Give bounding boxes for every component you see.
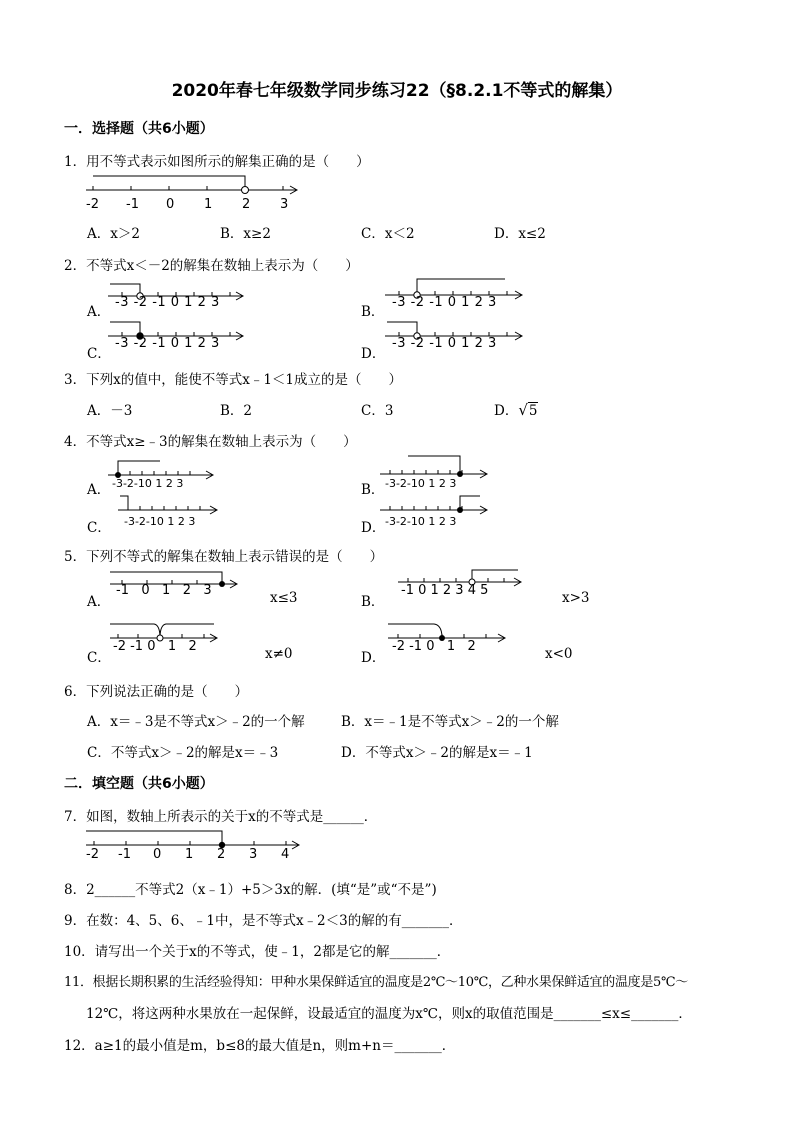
page-title: 2020年春七年级数学同步练习22（§8.2.1不等式的解集） — [171, 81, 623, 101]
question-2-stem: 2．不等式x＜－2的解集在数轴上表示为（ ） — [64, 258, 359, 274]
q2-option-a[interactable]: A． — [87, 304, 111, 320]
q2-option-b[interactable]: B． — [361, 304, 385, 320]
question-11-line-2: 12℃，将这两种水果放在一起保鲜，设最适宜的温度为x℃，则x的取值范围是_______≤x≤_______． — [86, 1006, 692, 1022]
question-3-stem: 3．下列x的值中，能使不等式x﹣1＜1成立的是（ ） — [64, 372, 402, 388]
q4-b-number-line — [380, 452, 492, 480]
question-4-stem: 4．不等式x≥﹣3的解集在数轴上表示为（ ） — [64, 434, 357, 450]
q5-d-tick-labels: -2 -1 0 1 2 — [392, 639, 476, 654]
q4-c-tick-labels: -3-2-10 1 2 3 — [124, 515, 196, 528]
q5-c-inequality: x≠0 — [265, 646, 293, 662]
q6-option-c[interactable]: C．不等式x＞﹣2的解是x＝﹣3 — [87, 745, 279, 761]
q5-d-inequality: x<0 — [545, 646, 573, 662]
q5-option-a[interactable]: A． — [87, 594, 111, 610]
q5-c-tick-labels: -2 -1 0 1 2 — [113, 639, 197, 654]
q5-b-tick-labels: -1 0 1 2 3 4 5 — [401, 583, 489, 598]
q4-c-number-line — [118, 492, 222, 516]
question-11-line-1: 11．根据长期积累的生活经验得知：甲种水果保鲜适宜的温度是2℃～10℃，乙种水果保鲜适宜的温度是5℃～ — [64, 975, 688, 990]
question-9-stem: 9．在数：4、5、6、﹣1中，是不等式x﹣2＜3的解的有_______． — [64, 913, 463, 929]
q4-b-tick-labels: -3-2-10 1 2 3 — [385, 477, 457, 490]
q5-b-inequality: x>3 — [562, 590, 590, 606]
q1-number-line — [86, 170, 306, 198]
q2-b-tick-labels: -3 -2 -1 0 1 2 3 — [392, 295, 497, 310]
question-1-stem: 1．用不等式表示如图所示的解集正确的是（ ） — [64, 154, 370, 170]
q2-d-tick-labels: -3 -2 -1 0 1 2 3 — [392, 336, 497, 351]
q5-option-d[interactable]: D． — [361, 650, 386, 666]
q2-option-d[interactable]: D． — [361, 346, 386, 362]
question-10-stem: 10．请写出一个关于x的不等式，使﹣1，2都是它的解_______． — [64, 944, 451, 960]
q2-c-tick-labels: -3 -2 -1 0 1 2 3 — [115, 336, 220, 351]
q1-option-c[interactable]: C．x＜2 — [361, 226, 415, 242]
q1-option-d[interactable]: D．x≤2 — [494, 226, 546, 242]
q4-option-a[interactable]: A． — [87, 482, 111, 498]
q6-option-d[interactable]: D．不等式x＞﹣2的解是x＝﹣1 — [341, 745, 533, 761]
q3-option-a[interactable]: A．－3 — [87, 403, 133, 419]
q5-a-tick-labels: -1 0 1 2 3 — [116, 583, 212, 598]
question-7-stem: 7．如图，数轴上所表示的关于x的不等式是______． — [64, 809, 378, 825]
q3-option-d[interactable]: D．√5 — [494, 401, 538, 419]
q5-option-b[interactable]: B． — [361, 594, 385, 610]
q3-option-c[interactable]: C．3 — [361, 403, 394, 419]
q6-option-a[interactable]: A．x＝﹣3是不等式x＞﹣2的一个解 — [87, 714, 305, 730]
q2-option-c[interactable]: C． — [87, 346, 111, 362]
section-heading-choice: 一．选择题（共6小题） — [64, 121, 214, 137]
q1-option-b[interactable]: B．x≥2 — [220, 226, 271, 242]
question-5-stem: 5．下列不等式的解集在数轴上表示错误的是（ ） — [64, 549, 384, 565]
section-heading-fill: 二．填空题（共6小题） — [64, 776, 214, 792]
q4-option-c[interactable]: C． — [87, 520, 111, 536]
q4-option-d[interactable]: D． — [361, 520, 386, 536]
q1-option-a[interactable]: A．x＞2 — [87, 226, 140, 242]
q4-a-tick-labels: -3-2-10 1 2 3 — [112, 477, 184, 490]
q5-a-inequality: x≤3 — [270, 590, 298, 606]
q5-option-c[interactable]: C． — [87, 650, 111, 666]
q2-a-tick-labels: -3 -2 -1 0 1 2 3 — [115, 295, 220, 310]
question-8-stem: 8．2______不等式2（x﹣1）+5＞3x的解．(填“是”或“不是”) — [64, 882, 437, 898]
q4-d-tick-labels: -3-2-10 1 2 3 — [385, 515, 457, 528]
question-6-stem: 6．下列说法正确的是（ ） — [64, 684, 249, 700]
q4-option-b[interactable]: B． — [361, 482, 385, 498]
q4-d-number-line — [380, 492, 492, 516]
q6-option-b[interactable]: B．x＝﹣1是不等式x＞﹣2的一个解 — [341, 714, 559, 730]
question-12-stem: 12．a≥1的最小值是m，b≤8的最大值是n，则m+n＝_______． — [64, 1038, 456, 1054]
q3-option-b[interactable]: B．2 — [220, 403, 253, 419]
